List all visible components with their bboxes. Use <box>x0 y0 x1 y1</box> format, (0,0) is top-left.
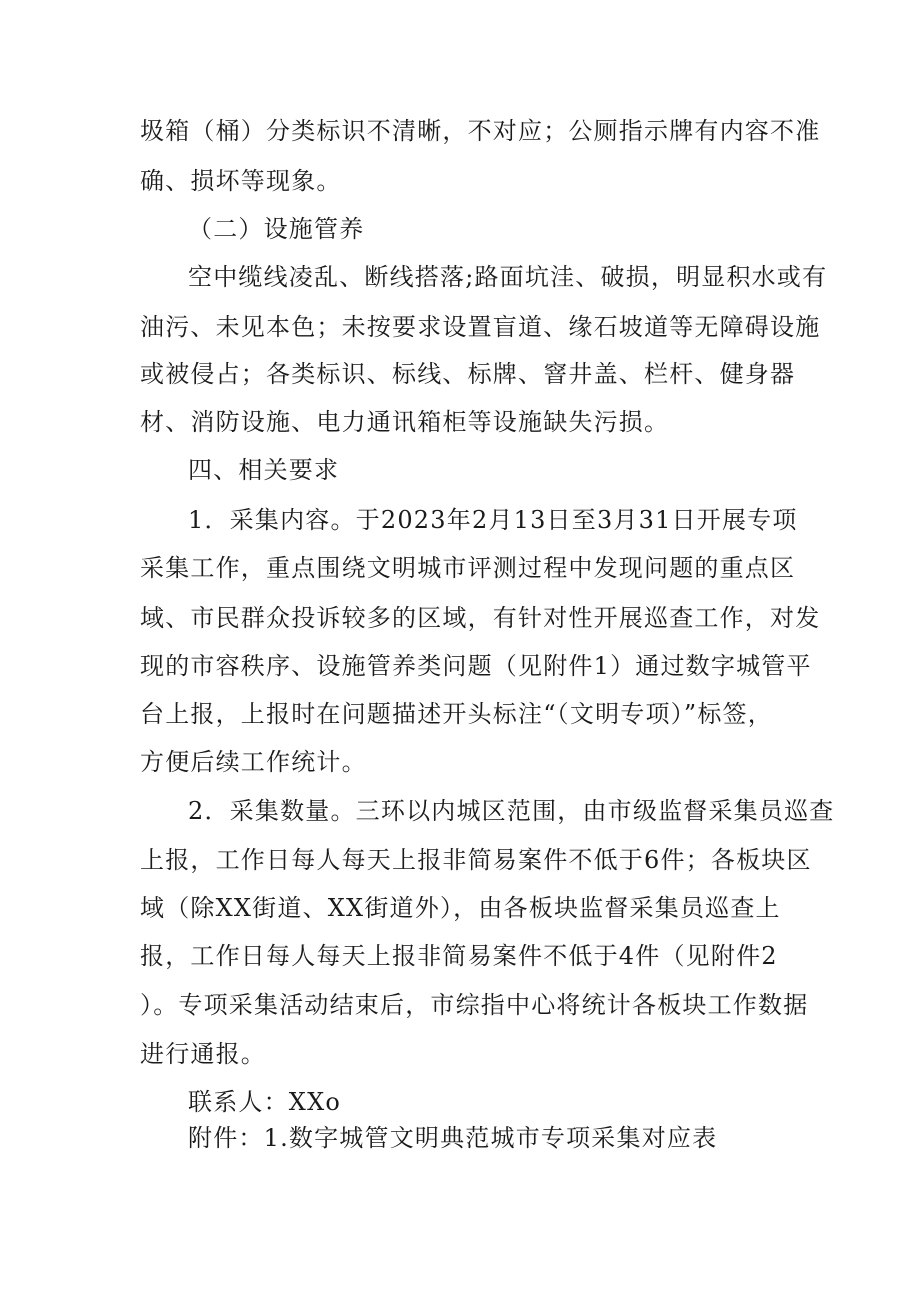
section-heading: （二）设施管养 <box>188 215 365 243</box>
paragraph-line: 台上报，上报时在问题描述开头标注“（文明专项）”标签， <box>140 700 773 728</box>
paragraph-line: 进行通报。 <box>140 1040 266 1068</box>
paragraph-line: 方便后续工作统计。 <box>140 748 367 776</box>
paragraph-line: 圾箱（桶）分类标识不清晰，不对应；公厕指示牌有内容不准 <box>140 117 821 145</box>
paragraph-line: 材、消防设施、电力通讯箱柜等设施缺失污损。 <box>140 408 670 436</box>
section-heading: 四、相关要求 <box>188 456 340 484</box>
attachment-line: 附件：1.数字城管文明典范城市专项采集对应表 <box>188 1124 718 1152</box>
paragraph-line: 上报，工作日每人每天上报非简易案件不低于6件；各板块区 <box>140 846 812 874</box>
paragraph-line: 空中缆线凌乱、断线搭落;路面坑洼、破损，明显积水或有 <box>188 263 828 291</box>
paragraph-line: 确、损坏等现象。 <box>140 167 342 195</box>
paragraph-line: 域、市民群众投诉较多的区域，有针对性开展巡查工作，对发 <box>140 604 821 632</box>
paragraph-line: 现的市容秩序、设施管养类问题（见附件1）通过数字城管平 <box>140 652 812 680</box>
paragraph-line: 油污、未见本色；未按要求设置盲道、缘石坡道等无障碍设施 <box>140 313 821 341</box>
contact-line: 联系人：XXo <box>188 1088 342 1116</box>
paragraph-line: 2．采集数量。三环以内城区范围，由市级监督采集员巡查 <box>188 797 835 825</box>
paragraph-line: 域（除XX街道、XX街道外），由各板块监督采集员巡查上 <box>140 894 781 922</box>
paragraph-line: 1．采集内容。于2023年2月13日至3月31日开展专项 <box>188 506 798 534</box>
paragraph-line: 或被侵占；各类标识、标线、标牌、窨井盖、栏杆、健身器 <box>140 360 796 388</box>
paragraph-line: ）。专项采集活动结束后，市综指中心将统计各板块工作数据 <box>140 991 809 1019</box>
paragraph-line: 报，工作日每人每天上报非简易案件不低于4件（见附件2 <box>140 942 778 970</box>
paragraph-line: 采集工作，重点围绕文明城市评测过程中发现问题的重点区 <box>140 554 796 582</box>
